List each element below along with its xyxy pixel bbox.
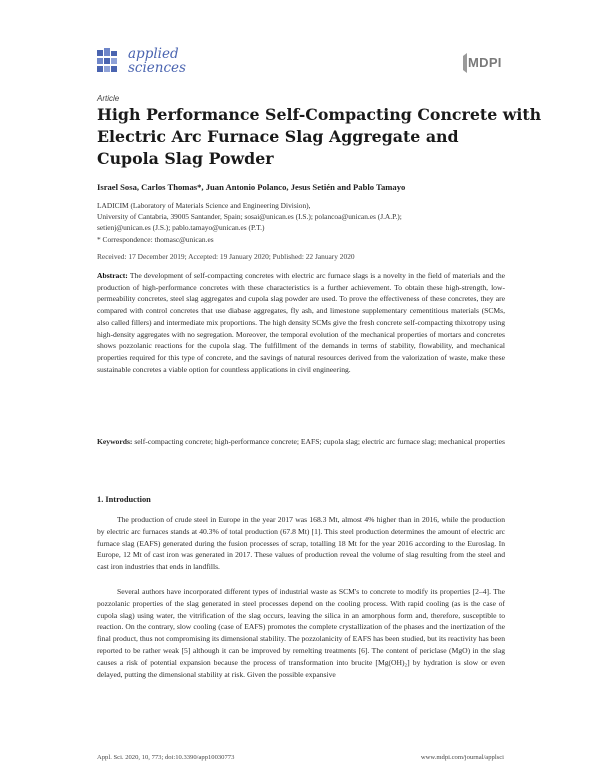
abstract-label: Abstract: [97,271,128,280]
title-line: Electric Arc Furnace Slag Aggregate and [97,127,459,146]
journal-name-line2: sciences [128,60,186,76]
paper-title [97,104,542,170]
affiliation-line: setienj@unican.es (J.S.); pablo.tamayo@unican.es (P.T.) [97,223,265,233]
publisher-logo[interactable] [459,53,504,73]
affiliation-line: LADICIM (Laboratory of Materials Science and Engineering Division), [97,201,311,210]
affiliation-line: University of Cantabria, 39005 Santander, Spain; sosai@unican.es (I.S.); polancoa@unican.es (J.A.P.); [97,212,402,222]
article-type: Article [97,94,120,103]
author-list: Israel Sosa, Carlos Thomas*, Juan Antonio Polanco, Jesus Setién and Pablo Tamayo [97,182,406,192]
publisher-name: MDPI [468,55,502,70]
journal-name-line1: applied [128,46,179,62]
keywords-text: self-compacting concrete; high-performance concrete; EAFS; cupola slag; electric arc furnace slag; mechanical properties [134,437,505,446]
title-line: High Performance Self-Compacting Concrete with [97,105,542,124]
keywords [97,436,505,448]
publication-dates: Received: 17 December 2019; Accepted: 19 January 2020; Published: 22 January 2020 [97,252,355,261]
title-line: Cupola Slag Powder [97,149,274,168]
affiliations [97,200,507,245]
body-paragraph: The production of crude steel in Europe in the year 2017 was 168.3 Mt, almost 4% higher than in 2016, while the production by electric arc furnaces stands at 40.3% of total production (67.8 Mt) [1]. This steel production determines the amount of electric arc furnace slag (EAFS) generated during the fusion processes of scrap, totalling 18 Mt for the year 2016 according to the Euroslag. In Europe, 12 Mt of cast iron was generated in 2017. These values of production reveal the volume of slag resulting from the steel and cast iron industries that ends in landfills. [97,515,505,572]
section-heading: 1. Introduction [97,495,151,504]
footer-citation: Appl. Sci. 2020, 10, 773; doi:10.3390/app10030773 [97,754,235,761]
abstract [97,270,505,375]
journal-name [128,47,186,75]
footer-url[interactable]: www.mdpi.com/journal/applsci [420,754,504,761]
correspondence: * Correspondence: thomasc@unican.es [97,234,214,244]
keywords-label: Keywords: [97,437,133,446]
journal-logo-icon [97,48,123,76]
body-paragraph: Several authors have incorporated different types of industrial waste as SCM's to concrete to modify its properties [2–4]. The pozzolanic properties of the slag generated in steel processes depend on the cooling process. With rapid cooling (as is the case of cupola slag) using water, the vitrification of the slag occurs, leaving the silica in an amorphous form and, therefore, susceptible to reaction. On the contrary, slow cooling (case of EAFS) promotes the complete crystallization of the phases and the inertization of the final product, thus not compromising its dimensional stability. The pozzolanicity of EAFS has been studied, but its reactivity has been reported to be rather weak [5] although it can be improved by remelting treatments [6]. The content of periclase (MgO) in the slag causes a risk of potential expansion because the process of transformation into brucite [Mg(OH)₂] by hydration is slow or even delayed, putting the dimensional stability at risk. Given the possible expansive [97,587,505,679]
journal-logo[interactable] [97,47,207,81]
abstract-text: The development of self-compacting concretes with electric arc furnace slags is a novelty in the field of materials and the production of high-performance concretes with these characteristics is a further achievement. To obtain these high-strength, low-permeability concretes, steel slag aggregates and cupola slag powder are used. To prove the effectiveness of these concretes, they are compared with control concretes that use diabase aggregates, fly ash, and limestone supplementary cementitious materials (SCMs, also called fillers) and intermediate mix proportions. The high density SCMs give the fresh concrete self-compacting thixotropy using high-density aggregates with no segregation. Moreover, the temporal evolution of the mechanical properties of mortars and concretes shows pozzolanic reactions for the cupola slag. The fulfillment of the demands in terms of stability, flowability, and mechanical properties required for this type of concrete, and the savings of natural resources derived from the valorization of waste, make these sustainable concretes a viable option for countless applications in civil engineering. [97,271,505,374]
